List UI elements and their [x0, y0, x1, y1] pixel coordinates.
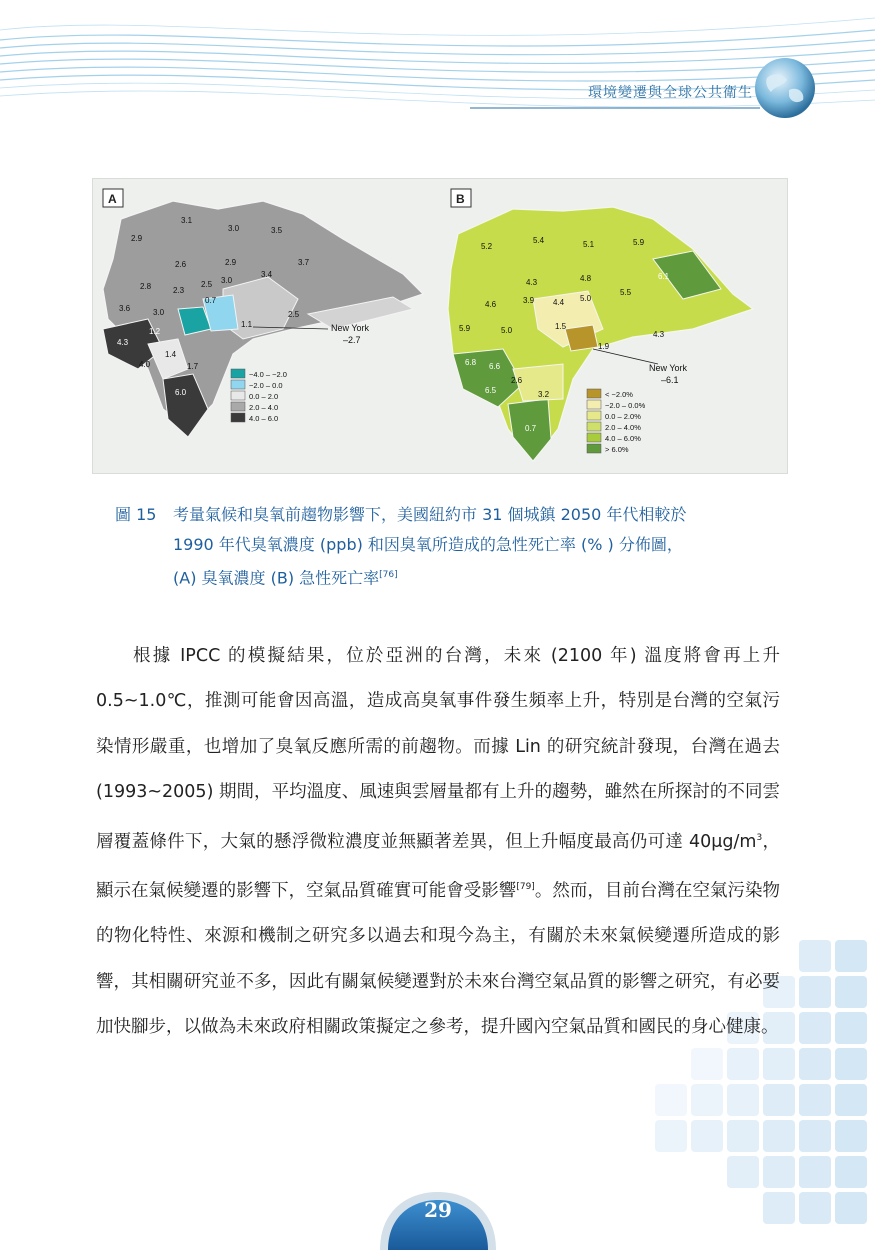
panel-a-value: 0.7 [205, 296, 217, 305]
svg-text:4.0 – 6.0: 4.0 – 6.0 [249, 414, 279, 423]
caption-reference: [76] [379, 570, 398, 580]
panel-a-value: 1.4 [165, 350, 177, 359]
svg-text:−4.0 – −2.0: −4.0 – −2.0 [249, 370, 287, 379]
caption-line-1: 考量氣候和臭氧前趨物影響下，美國紐約市 31 個城鎮 2050 年代相較於 [173, 505, 687, 524]
panel-b-value: 5.9 [459, 324, 471, 333]
panel-a-value: 3.5 [271, 226, 283, 235]
panel-a-value: 2.8 [140, 282, 152, 291]
panel-b-value: 0.7 [525, 424, 537, 433]
panel-b-value: 6.8 [465, 358, 477, 367]
panel-b-value: 6.6 [489, 362, 501, 371]
panel-a-value: 3.0 [153, 308, 165, 317]
panel-a-map [103, 189, 423, 437]
body-reference: [79] [516, 881, 535, 892]
panel-a-value: 2.9 [225, 258, 237, 267]
panel-a-ny-label: New York [331, 323, 370, 333]
panel-a-value: 3.1 [181, 216, 193, 225]
panel-a-value: 3.7 [298, 258, 310, 267]
svg-text:−2.0 – 0.0: −2.0 – 0.0 [249, 381, 283, 390]
superscript-3: 3 [756, 832, 763, 843]
header-wave-decoration [0, 0, 875, 160]
panel-a-value: 2.5 [201, 280, 213, 289]
panel-a-value: 4.0 [139, 360, 151, 369]
panel-b-value: 6.5 [485, 386, 497, 395]
svg-text:2.0 – 4.0%: 2.0 – 4.0% [605, 423, 641, 432]
panel-a-value: 1.1 [241, 320, 253, 329]
panel-a-value: 4.3 [117, 338, 129, 347]
panel-b-ny-label: New York [649, 363, 688, 373]
panel-b-value: 6.1 [658, 272, 670, 281]
panel-a-value: 2.9 [131, 234, 143, 243]
panel-a-value: 6.0 [175, 388, 187, 397]
ozone-map-figure [92, 178, 788, 474]
panel-a-value: 3.6 [119, 304, 131, 313]
panel-a-value: 1.2 [149, 327, 161, 336]
svg-text:−2.0 – 0.0%: −2.0 – 0.0% [605, 401, 646, 410]
panel-a-value: 2.6 [175, 260, 187, 269]
caption-line-2: 1990 年代臭氧濃度 (ppb) 和因臭氧所造成的急性死亡率 (% ) 分佈圖， [173, 535, 683, 554]
panel-a-value: 3.4 [261, 270, 273, 279]
panel-b-value: 3.9 [523, 296, 535, 305]
panel-a-value: 1.7 [187, 362, 199, 371]
panel-b-value: 5.4 [533, 236, 545, 245]
header-title: 環境變遷與全球公共衛生 [588, 85, 753, 101]
svg-text:> 6.0%: > 6.0% [605, 445, 629, 454]
figure-caption [115, 500, 775, 593]
svg-text:4.0 – 6.0%: 4.0 – 6.0% [605, 434, 641, 443]
panel-a-label: A [108, 192, 117, 206]
panel-b-value: 4.3 [526, 278, 538, 287]
panel-a-value: 3.0 [228, 224, 240, 233]
globe-icon [753, 56, 817, 120]
panel-b-map [448, 189, 753, 461]
svg-text:0.0 – 2.0: 0.0 – 2.0 [249, 392, 279, 401]
panel-b-value: 5.5 [620, 288, 632, 297]
panel-b-value: 4.6 [485, 300, 497, 309]
panel-a-legend [231, 369, 287, 423]
panel-b-value: 4.8 [580, 274, 592, 283]
panel-b-value: 1.9 [598, 342, 610, 351]
panel-a-value: 2.5 [288, 310, 300, 319]
panel-b-ny-value: –6.1 [661, 375, 679, 385]
panel-b-value: 1.5 [555, 322, 567, 331]
panel-b-label: B [456, 192, 465, 206]
svg-text:0.0 – 2.0%: 0.0 – 2.0% [605, 412, 641, 421]
panel-b-value: 5.2 [481, 242, 493, 251]
panel-b-value: 4.4 [553, 298, 565, 307]
panel-b-value: 5.0 [580, 294, 592, 303]
panel-a-ny-value: –2.7 [343, 335, 361, 345]
svg-text:2.0 – 4.0: 2.0 – 4.0 [249, 403, 279, 412]
panel-b-value: 4.3 [653, 330, 665, 339]
page-number: 29 [424, 1198, 452, 1222]
panel-a-value: 3.0 [221, 276, 233, 285]
caption-label: 圖 15 [115, 505, 157, 524]
panel-a-value: 2.3 [173, 286, 185, 295]
panel-b-value: 5.0 [501, 326, 513, 335]
panel-b-legend [587, 389, 646, 454]
caption-line-3: (A) 臭氧濃度 (B) 急性死亡率 [173, 568, 380, 588]
svg-text:< −2.0%: < −2.0% [605, 390, 633, 399]
panel-b-value: 2.6 [511, 376, 523, 385]
body-text [96, 634, 780, 1050]
panel-b-value: 3.2 [538, 390, 550, 399]
panel-b-value: 5.9 [633, 238, 645, 247]
panel-b-value: 5.1 [583, 240, 595, 249]
body-paragraph: 根據 IPCC 的模擬結果，位於亞洲的台灣，未來 (2100 年) 溫度將會再上升 0.5~1.0℃，推測可能會因高溫，造成高臭氧事件發生頻率上升，特別是台灣的空氣污染情形嚴重，也增加了臭氧反應所需的前趨物。而據 Lin 的研究統計發現，台灣在過去 (1993~2005) 期間，平均溫度、風速與雲層量都有上升的趨勢，雖然在所探討的不同雲層覆蓋條件下，大氣的懸浮微粒濃度並無顯著差異，但上升幅度最高仍可達 $40\mu g/m^3$，顯示在氣候變遷的影響下，空氣品質確實可能會受影響[79]。然而，目前台灣在空氣污染物的物化特性、來源和機制之研究多以過去和現今為主，有關於未來氣候變遷所造成的影響，其相關研究並不多，因此有關氣候變遷對於未來台灣空氣品質的影響之研究，有必要加快腳步，以做為未來政府相關政策擬定之參考，提升國內空氣品質和國民的身心健康。 [96, 646, 781, 1037]
